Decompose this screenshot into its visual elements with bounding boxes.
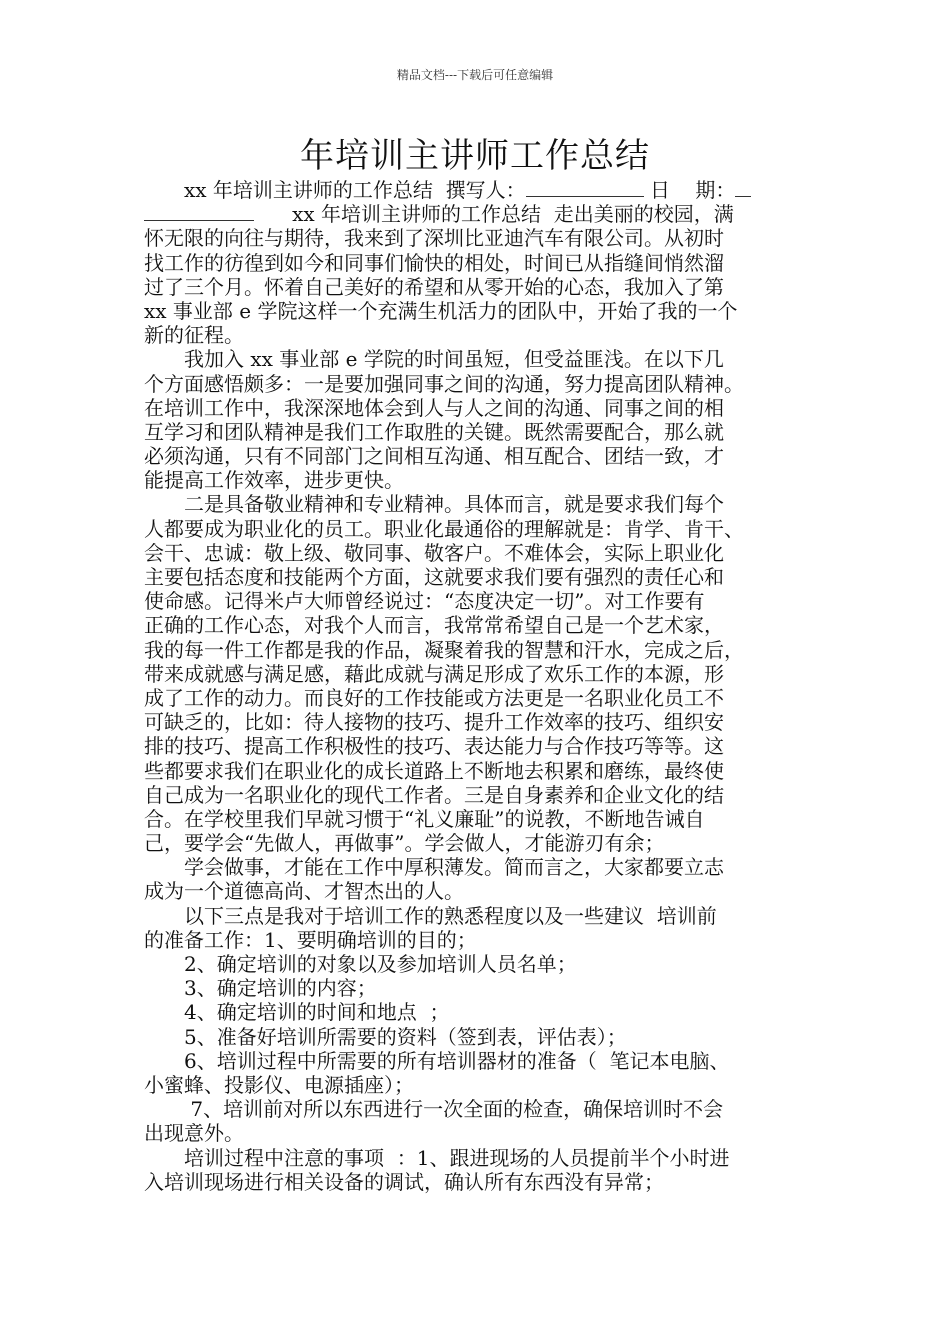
text-line: 我加入 xx 事业部 e 学院的时间虽短，但受益匪浅。在以下几: [144, 347, 724, 372]
text-line: 2、确定培训的对象以及参加培训人员名单；: [144, 952, 577, 976]
text-line: 在培训工作中，我深深地体会到人与人之间的沟通、同事之间的相: [144, 395, 724, 420]
text-line: 必须沟通，只有不同部门之间相互沟通、相互配合、团结一致，才: [144, 444, 724, 469]
date-label: 日 期：: [643, 178, 736, 202]
text-line: 新的征程。: [144, 323, 244, 348]
paragraph-lines: [144, 226, 808, 1194]
text-line: 自己成为一名职业化的现代工作者。三是自身素养和企业文化的结: [144, 782, 724, 807]
text-line: 成为一个道德高尚、才智杰出的人。: [144, 879, 464, 904]
text-line: 排的技巧、提高工作积极性的技巧、表达能力与合作技巧等等。这: [144, 734, 724, 759]
document-body: [144, 178, 808, 1194]
text-line: 可缺乏的，比如：待人接物的技巧、提升工作效率的技巧、组织安: [144, 710, 724, 735]
text-line: 成了工作的动力。而良好的工作技能或方法更是一名职业化员工不: [144, 685, 724, 710]
page-title: 年培训主讲师工作总结: [300, 136, 650, 176]
text-line: 的准备工作：1、要明确培训的目的；: [144, 927, 477, 952]
text-line: 主要包括态度和技能两个方面，这就要求我们要有强烈的责任心和: [144, 565, 724, 589]
meta-line: [144, 178, 808, 202]
text-line: 二是具备敬业精神和专业精神。具体而言，就是要求我们每个: [144, 492, 724, 517]
text-line: 正确的工作心态，对我个人而言，我常常希望自己是一个艺术家，: [144, 613, 724, 638]
text-line: 以下三点是我对于培训工作的熟悉程度以及一些建议 培训前: [144, 903, 717, 928]
text-line: 5、准备好培训所需要的资料（签到表，评估表）；: [144, 1024, 627, 1049]
text-line: 入培训现场进行相关设备的调试，确认所有东西没有异常；: [144, 1169, 664, 1194]
text-line: 7、培训前对所以东西进行一次全面的检查，确保培训时不会: [144, 1097, 724, 1122]
text-line: 4、确定培训的时间和地点 ；: [144, 1000, 450, 1025]
date-blank: [144, 202, 254, 221]
text-line: 过了三个月。怀着自己美好的希望和从零开始的心态，我加入了第: [144, 274, 724, 299]
text-line: 些都要求我们在职业化的成长道路上不断地去积累和磨练，最终使: [144, 758, 724, 783]
text-line: xx 事业部 e 学院这样一个充满生机活力的团队中，开始了我的一个: [144, 298, 738, 323]
header-note: 精品文档---下载后可任意编辑: [396, 68, 554, 82]
text-line: 会干、忠诚：敬上级、敬同事、敬客户。不难体会，实际上职业化: [144, 540, 724, 565]
text-line: 学会做事，才能在工作中厚积薄发。简而言之，大家都要立志: [144, 855, 724, 880]
text-line: 找工作的彷徨到如今和同事们愉快的相处，时间已从指缝间悄然溜: [144, 250, 724, 275]
text-line: 带来成就感与满足感，藉此成就与满足形成了欢乐工作的本源，形: [144, 661, 724, 686]
meta-prefix: xx 年培训主讲师的工作总结 撰写人：: [144, 178, 526, 202]
text-line: 互学习和团队精神是我们工作取胜的关键。既然需要配合，那么就: [144, 419, 724, 444]
text-line: 使命感。记得米卢大师曾经说过：“态度决定一切”。对工作要有: [144, 589, 705, 614]
text-line: 合。在学校里我们早就习惯于“礼义廉耻”的说教，不断地告诫自: [144, 806, 705, 831]
author-blank: [526, 178, 644, 197]
intro-tail: xx 年培训主讲师的工作总结 走出美丽的校园，满: [254, 202, 734, 227]
text-line: 出现意外。: [144, 1121, 244, 1146]
text-line: 培训过程中注意的事项 ：1、跟进现场的人员提前半个小时进: [144, 1145, 730, 1170]
intro-line: [144, 202, 808, 226]
text-line: 己，要学会“先做人，再做事”。学会做人，才能游刃有余；: [144, 831, 665, 856]
date-blank-start: [735, 178, 751, 197]
text-line: 人都要成为职业化的员工。职业化最通俗的理解就是：肯学、肯干、: [144, 516, 744, 541]
text-line: 个方面感悟颇多：一是要加强同事之间的沟通，努力提高团队精神。: [144, 371, 744, 396]
text-line: 小蜜蜂、投影仪、电源插座）；: [144, 1072, 414, 1097]
text-line: 6、培训过程中所需要的所有培训器材的准备（ 笔记本电脑、: [144, 1048, 730, 1073]
text-line: 3、确定培训的内容；: [144, 976, 377, 1001]
text-line: 能提高工作效率，进步更快。: [144, 468, 404, 493]
text-line: 怀无限的向往与期待，我来到了深圳比亚迪汽车有限公司。从初时: [144, 226, 724, 251]
text-line: 我的每一件工作都是我的作品，凝聚着我的智慧和汗水，完成之后，: [144, 637, 744, 662]
